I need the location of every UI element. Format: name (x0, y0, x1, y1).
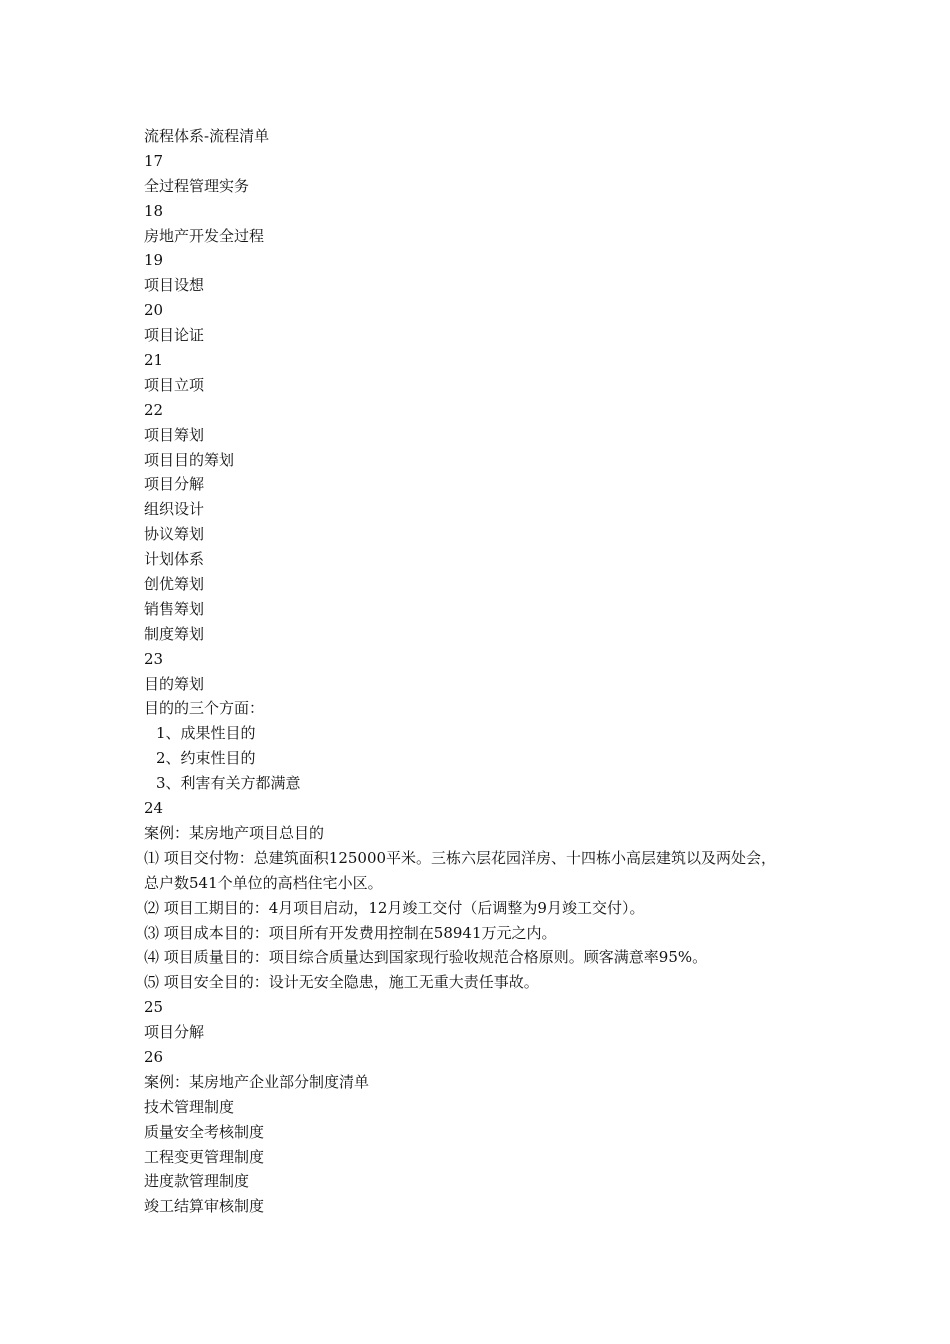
text-line: ⑷ 项目质量目的：项目综合质量达到国家现行验收规范合格原则。顾客满意率95%。 (144, 948, 708, 967)
text-line: 25 (144, 998, 164, 1017)
text-line: 项目分解 (144, 1023, 205, 1042)
text-line: 协议筹划 (144, 525, 205, 544)
text-line: 项目立项 (144, 375, 205, 394)
text-line: ⑶ 项目成本目的：项目所有开发费用控制在58941万元之内。 (144, 923, 557, 942)
text-line: 项目论证 (144, 326, 205, 345)
text-line: 制度筹划 (144, 624, 205, 643)
text-line: 17 (144, 151, 164, 170)
text-line: 案例：某房地产项目总目的 (144, 823, 325, 842)
text-line: 案例：某房地产企业部分制度清单 (144, 1072, 370, 1091)
text-line: 计划体系 (144, 550, 205, 569)
text-line: 项目筹划 (144, 425, 205, 444)
text-line: 技术管理制度 (144, 1097, 235, 1116)
text-line: ⑸ 项目安全目的：设计无安全隐患，施工无重大责任事故。 (144, 973, 539, 992)
text-line: 22 (144, 400, 164, 419)
text-line: 项目设想 (144, 276, 205, 295)
text-line: ⑵ 项目工期目的：4月项目启动，12月竣工交付（后调整为9月竣工交付）。 (144, 898, 645, 917)
text-line: 24 (144, 799, 164, 818)
text-line: 18 (144, 201, 164, 220)
text-line: 23 (144, 649, 164, 668)
text-line: 19 (144, 251, 164, 270)
text-line: 26 (144, 1047, 164, 1066)
text-line: 项目目的筹划 (144, 450, 235, 469)
text-line: ⑴ 项目交付物：总建筑面积125000平米。三栋六层花园洋房、十四栋小高层建筑以及两处会， (144, 848, 777, 867)
text-line: 总户数541个单位的高档住宅小区。 (144, 873, 383, 892)
text-line: 20 (144, 301, 164, 320)
text-line: 1、成果性目的 (156, 724, 256, 743)
text-line: 全过程管理实务 (144, 176, 250, 195)
text-line: 3、利害有关方都满意 (156, 774, 301, 793)
text-line: 项目分解 (144, 475, 205, 494)
text-line: 21 (144, 351, 164, 370)
text-line: 竣工结算审核制度 (144, 1197, 265, 1216)
text-line: 目的的三个方面： (144, 699, 265, 718)
text-line: 流程体系-流程清单 (144, 127, 270, 145)
text-line: 2、约束性目的 (156, 749, 256, 768)
text-line: 房地产开发全过程 (144, 226, 265, 245)
text-line: 进度款管理制度 (144, 1172, 250, 1191)
text-line: 销售筹划 (144, 599, 205, 618)
document-body (144, 124, 834, 1219)
text-line: 创优筹划 (144, 575, 205, 594)
text-line: 目的筹划 (144, 674, 205, 693)
text-line: 质量安全考核制度 (144, 1122, 265, 1141)
text-line: 组织设计 (144, 500, 205, 519)
text-line: 工程变更管理制度 (144, 1147, 265, 1166)
